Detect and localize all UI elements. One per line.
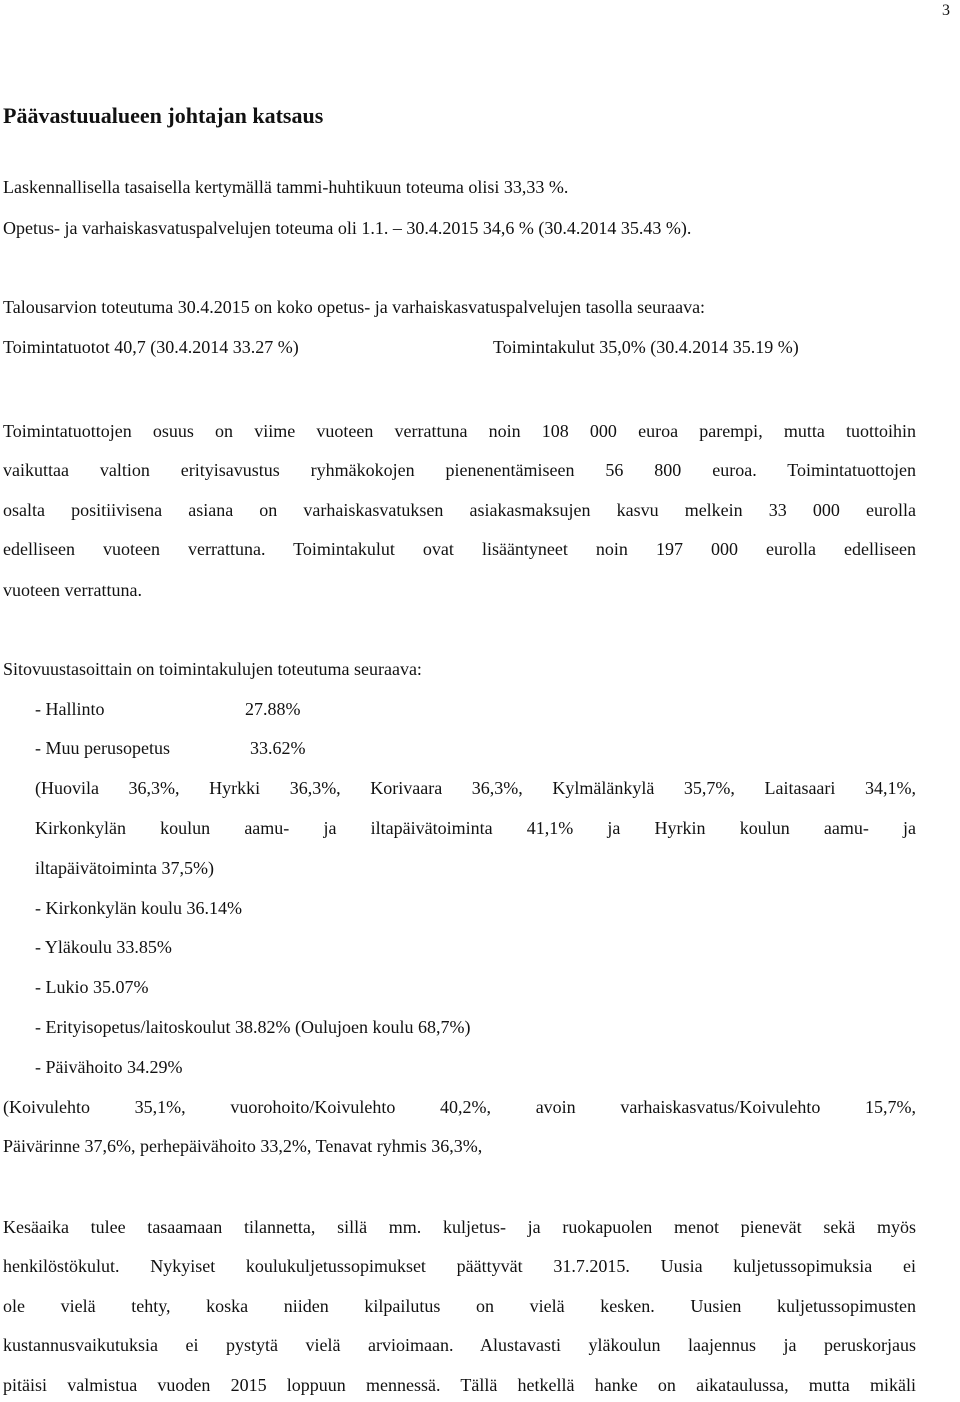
paragraph-line: edelliseen vuoteen verrattuna. Toimintakulut ovat lisääntyneet noin 197 000 eurolla edelliseen bbox=[3, 539, 916, 559]
budget-row bbox=[3, 337, 799, 358]
list-item: - Yläkoulu 33.85% bbox=[35, 937, 172, 957]
paragraph-line: Toimintatuottojen osuus on viime vuoteen verrattuna noin 108 000 euroa parempi, mutta tuottoihin bbox=[3, 421, 916, 441]
budget-expenses: Toimintakulut 35,0% (30.4.2014 35.19 %) bbox=[493, 337, 799, 357]
list-item: - Lukio 35.07% bbox=[35, 977, 149, 997]
list-item-hallinto bbox=[35, 699, 301, 720]
intro-line-1: Laskennallisella tasaisella kertymällä tammi-huhtikuun toteuma olisi 33,33 %. bbox=[3, 177, 569, 197]
paragraph-line: osalta positiivisena asiana on varhaiskasvatuksen asiakasmaksujen kasvu melkein 33 000 eurolla bbox=[3, 500, 916, 520]
daycare-breakdown-line: Päivärinne 37,6%, perhepäivähoito 33,2%, Tenavat ryhmis 36,3%, bbox=[3, 1136, 483, 1156]
list-item: - Päivähoito 34.29% bbox=[35, 1057, 183, 1077]
item-label: - Muu perusopetus bbox=[35, 738, 170, 758]
school-breakdown-line: iltapäivätoiminta 37,5%) bbox=[35, 858, 214, 878]
intro-line-2: Opetus- ja varhaiskasvatuspalvelujen toteuma oli 1.1. – 30.4.2015 34,6 % (30.4.2014 35.43 %). bbox=[3, 218, 692, 238]
daycare-breakdown-line: (Koivulehto 35,1%, vuorohoito/Koivulehto 40,2%, avoin varhaiskasvatus/Koivulehto 15,7%, bbox=[3, 1097, 916, 1117]
list-item-muu-perusopetus bbox=[35, 738, 306, 759]
budget-income: Toimintatuotot 40,7 (30.4.2014 33.27 %) bbox=[3, 337, 299, 357]
list-item: - Erityisopetus/laitoskoulut 38.82% (Oulujoen koulu 68,7%) bbox=[35, 1017, 471, 1037]
school-breakdown-line: (Huovila 36,3%, Hyrkki 36,3%, Korivaara 36,3%, Kylmälänkylä 35,7%, Laitasaari 34,1%, bbox=[35, 778, 916, 798]
paragraph-line: pitäisi valmistua vuoden 2015 loppuun mennessä. Tällä hetkellä hanke on aikataulussa, mutta mikäli bbox=[3, 1375, 916, 1395]
paragraph-line: henkilöstökulut. Nykyiset koulukuljetussopimukset päättyvät 31.7.2015. Uusia kuljetussopimuksia ei bbox=[3, 1256, 916, 1276]
paragraph-line: kustannusvaikutuksia ei pystytä vielä arvioimaan. Alustavasti yläkoulun laajennus ja peruskorjaus bbox=[3, 1335, 916, 1355]
school-breakdown-line: Kirkonkylän koulun aamu- ja iltapäivätoiminta 41,1% ja Hyrkin koulun aamu- ja bbox=[35, 818, 916, 838]
paragraph-line: Kesäaika tulee tasaamaan tilannetta, sillä mm. kuljetus- ja ruokapuolen menot pienevät sekä myös bbox=[3, 1217, 916, 1237]
item-label: - Hallinto bbox=[35, 699, 105, 719]
paragraph-line: ole vielä tehty, koska niiden kilpailutus on vielä kesken. Uusien kuljetussopimusten bbox=[3, 1296, 916, 1316]
item-value: 33.62% bbox=[250, 738, 306, 758]
page-number: 3 bbox=[942, 2, 950, 19]
budget-heading: Talousarvion toteutuma 30.4.2015 on koko opetus- ja varhaiskasvatuspalvelujen tasolla seuraava: bbox=[3, 297, 706, 317]
paragraph-line: vuoteen verrattuna. bbox=[3, 580, 142, 600]
item-value: 27.88% bbox=[245, 699, 301, 719]
list-item: - Kirkonkylän koulu 36.14% bbox=[35, 898, 242, 918]
binding-heading: Sitovuustasoittain on toimintakulujen toteutuma seuraava: bbox=[3, 659, 422, 679]
paragraph-line: vaikuttaa valtion erityisavustus ryhmäkokojen pienenentämiseen 56 800 euroa. Toimintatuottojen bbox=[3, 460, 916, 480]
document-title: Päävastuualueen johtajan katsaus bbox=[3, 103, 324, 128]
